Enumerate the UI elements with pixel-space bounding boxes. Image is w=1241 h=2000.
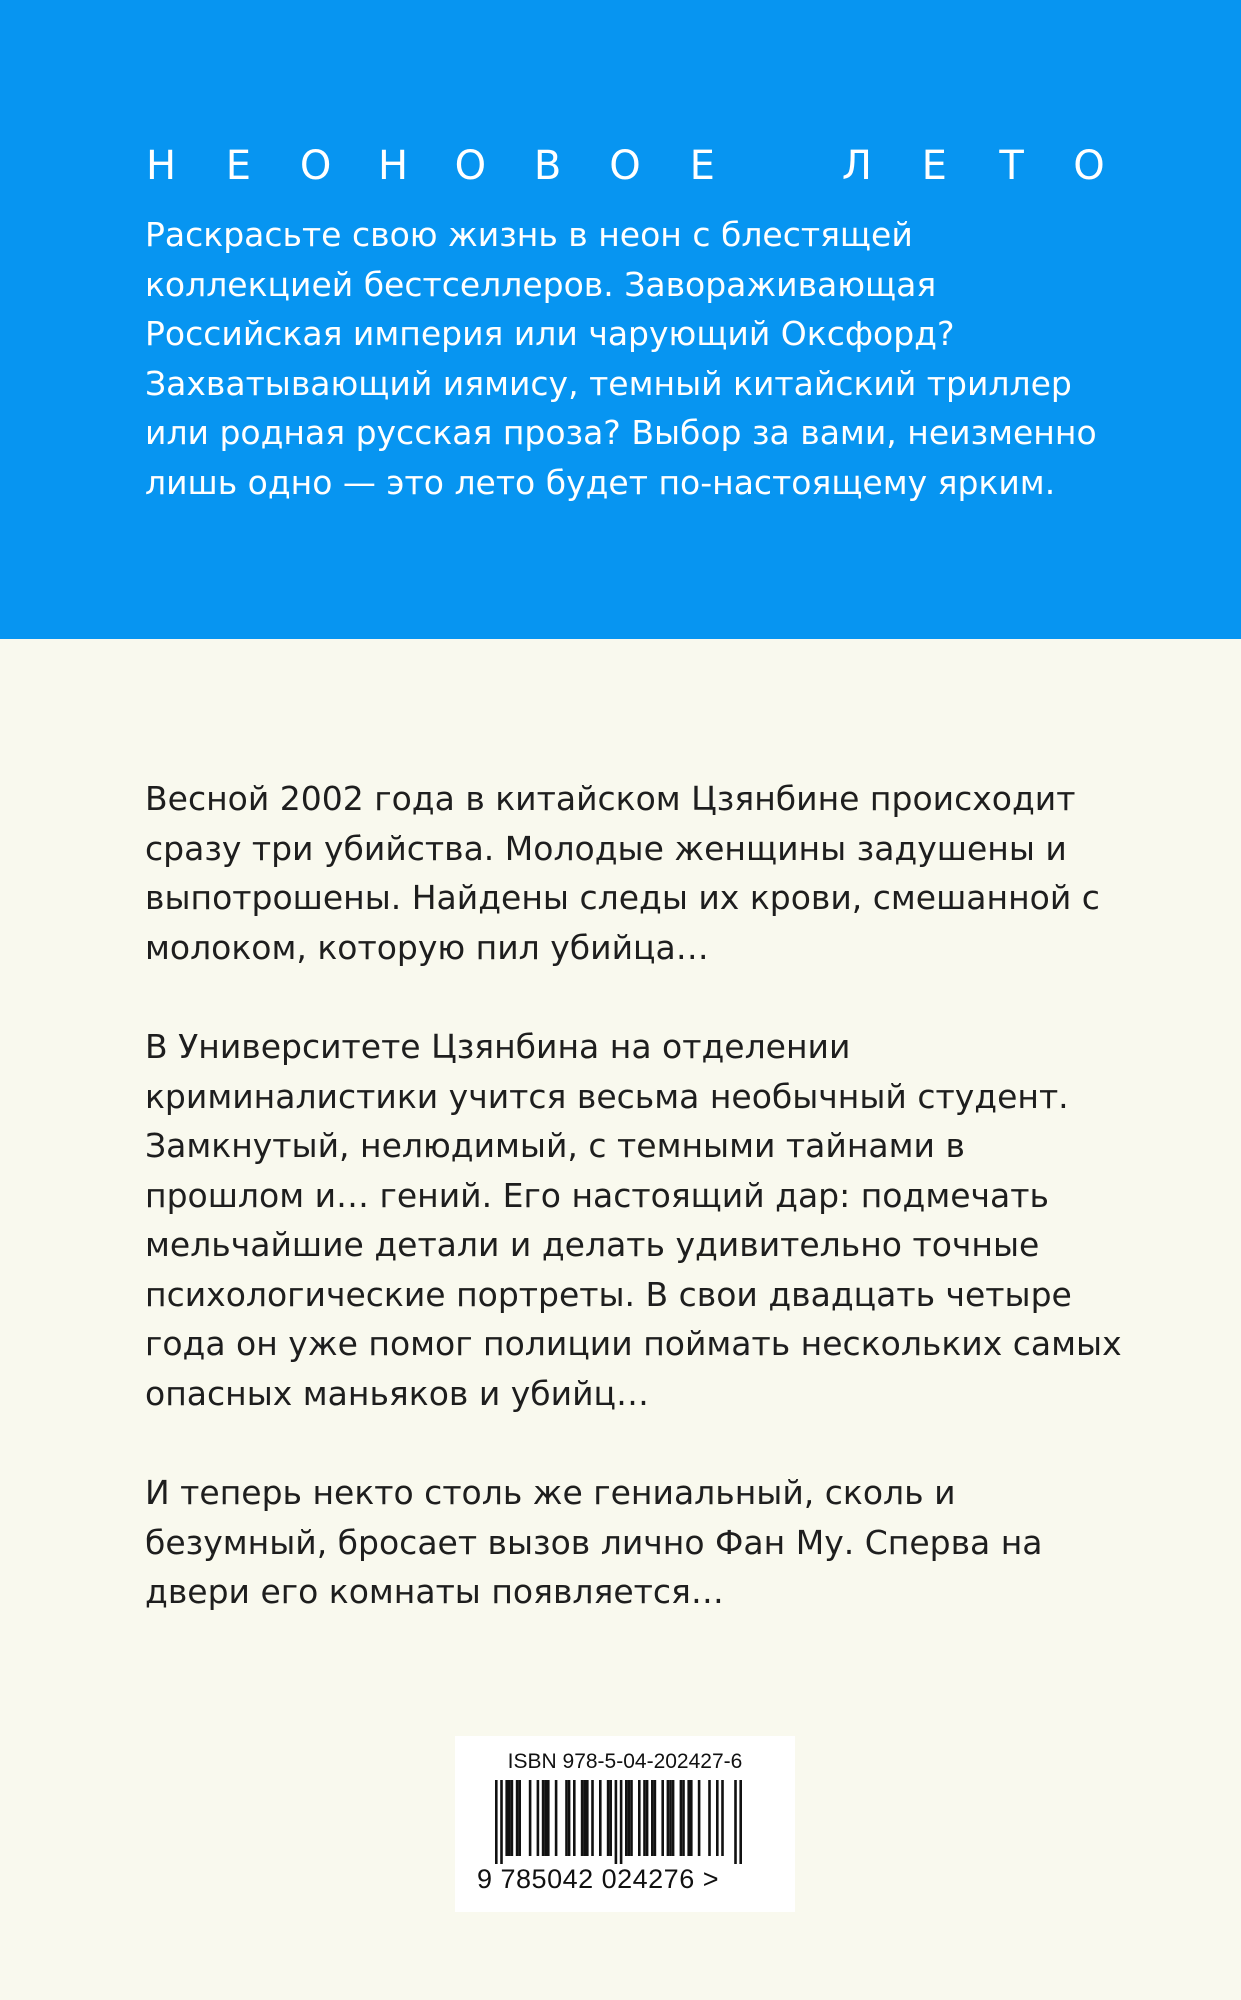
barcode-bar <box>630 1780 633 1856</box>
barcode-bar <box>687 1780 690 1856</box>
annotation-paragraph-1: Весной 2002 года в китайском Цзянбине происходит сразу три убийства. Молодые женщины задушены и выпотрошены. Найдены следы их крови, смешанной с молоком, которую пил убийца… <box>145 779 1100 967</box>
barcode-bar <box>734 1780 737 1864</box>
series-title-letter: В <box>533 143 562 189</box>
barcode-bar <box>628 1780 631 1856</box>
series-title-letter: О <box>609 143 641 189</box>
barcode-bar <box>573 1780 576 1856</box>
barcode-bar <box>555 1780 558 1856</box>
barcode-bar <box>508 1780 511 1856</box>
series-title-letter: О <box>299 143 332 189</box>
barcode-bar <box>505 1780 508 1856</box>
barcode-bar <box>646 1780 649 1856</box>
barcode-bar <box>708 1780 711 1856</box>
barcode-bar <box>643 1780 646 1856</box>
series-title-letter: О <box>454 143 487 189</box>
barcode-bar <box>698 1780 701 1856</box>
series-title-letter: Н <box>145 143 177 189</box>
barcode-bar <box>518 1780 521 1856</box>
barcode-bar <box>568 1780 571 1856</box>
barcode-bar <box>591 1780 594 1856</box>
barcode-bar <box>495 1780 498 1864</box>
barcode-bar <box>680 1780 683 1856</box>
series-title-letter: Е <box>225 143 251 189</box>
barcode-bar <box>599 1780 602 1856</box>
barcode-bar <box>607 1780 610 1856</box>
series-title <box>145 138 1105 194</box>
barcode-bar <box>500 1780 503 1864</box>
barcode-bar <box>716 1780 719 1856</box>
barcode-bar <box>651 1780 654 1856</box>
barcode-bar <box>544 1780 547 1856</box>
series-title-letter: Т <box>999 143 1024 189</box>
barcode-bar <box>690 1780 693 1856</box>
barcode-digits: 9 785042 024276 > <box>477 1864 719 1894</box>
barcode-bar <box>547 1780 550 1856</box>
series-title-letter: Л <box>841 143 872 189</box>
isbn-barcode <box>455 1736 795 1912</box>
barcode-bar <box>615 1780 618 1864</box>
series-title-letter: Е <box>689 143 715 189</box>
barcode-bar <box>661 1780 664 1856</box>
barcode-bar <box>537 1780 540 1856</box>
barcode-bar <box>620 1780 623 1864</box>
barcode-bar <box>625 1780 628 1856</box>
barcode-bar <box>638 1780 641 1856</box>
barcode-bar <box>609 1780 612 1856</box>
series-banner <box>0 0 1241 639</box>
series-description: Раскрасьте свою жизнь в неон с блестящей коллекцией бестселлеров. Завораживающая Российская империя или чарующий Оксфорд? Захватывающий иямису, темный китайский триллер или родная русская проза? Выбор за вами, неизменно лишь одно — это лето будет по-настоящему ярким. <box>145 215 1097 502</box>
barcode-bar <box>581 1780 584 1856</box>
barcode-bar <box>672 1780 675 1856</box>
barcode-bar <box>565 1780 568 1856</box>
isbn-label: ISBN 978-5-04-202427-6 <box>507 1750 743 1773</box>
barcode-bar <box>586 1780 589 1856</box>
barcode-bar <box>654 1780 657 1856</box>
barcode-bar <box>669 1780 672 1856</box>
barcode-bar <box>511 1780 514 1856</box>
barcode-bar <box>667 1780 670 1856</box>
barcode-bar <box>583 1780 586 1856</box>
series-title-letter: Е <box>921 143 947 189</box>
barcode-bar <box>529 1780 532 1856</box>
annotation-paragraph-3: И теперь некто столь же гениальный, сколь и безумный, бросает вызов лично Фан Му. Сперва на двери его комнаты появляется… <box>145 1473 1043 1611</box>
barcode-bar <box>682 1780 685 1856</box>
annotation-paragraph-2: В Университете Цзянбина на отделении криминалистики учится весьма необычный студент. Замкнутый, нелюдимый, с темными тайнами в прошлом и… гений. Его настоящий дар: подмечать мельчайшие детали и делать удивительно точные психологические портреты. В свои двадцать четыре года он уже помог полиции поймать нескольких самых опасных маньяков и убийц… <box>145 1027 1122 1413</box>
series-title-letter: Н <box>377 143 409 189</box>
series-title-letter: О <box>1073 143 1105 189</box>
barcode-bar <box>721 1780 724 1856</box>
barcode-bars <box>495 1780 755 1864</box>
barcode-bar <box>542 1780 545 1856</box>
barcode-bar <box>739 1780 742 1864</box>
barcode-bar <box>516 1780 519 1856</box>
series-title-space <box>764 138 796 194</box>
